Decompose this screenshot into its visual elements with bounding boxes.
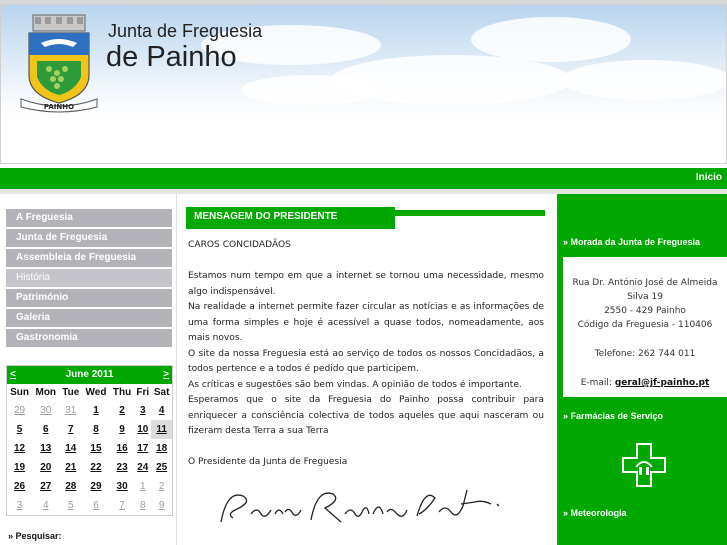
top-navbar [0,168,727,189]
calendar-day-link[interactable]: 15 [90,443,102,454]
crest-banner-text: PAINHO [43,103,75,111]
calendar-day-cell[interactable] [110,477,134,496]
site-title-line1: Junta de Freguesia [108,21,263,41]
calendar-day-link[interactable]: 7 [67,424,74,435]
calendar-day-link[interactable]: 7 [119,500,125,511]
calendar-day-cell[interactable] [7,439,32,458]
calendar-day-link[interactable]: 14 [65,443,77,454]
calendar-day-cell[interactable] [151,439,172,458]
calendar-day-cell[interactable] [7,477,32,496]
calendar-day-cell[interactable] [151,477,172,496]
calendar-day-link[interactable]: 30 [40,405,52,416]
calendar-day-cell[interactable] [134,477,151,496]
search-label: » Pesquisar: [8,531,62,541]
calendar-day-link[interactable]: 12 [13,443,26,454]
calendar-weekday-row [7,384,172,401]
site-title-line2: de Painho [106,41,237,73]
calendar-day-cell[interactable] [82,439,110,458]
calendar-weekday: Thu [112,387,132,398]
calendar-week-row [7,420,172,439]
calendar-day-cell[interactable] [7,458,32,477]
calendar-day-link[interactable]: 2 [119,405,125,416]
signature-text: Pedro Rodrigues Costa [328,531,398,538]
calendar-day-cell[interactable] [32,439,59,458]
calendar-weekday: Sat [153,387,170,398]
calendar-day-link[interactable]: 31 [65,405,77,416]
nav-home-link[interactable]: Inicio [695,172,722,183]
calendar-day-cell[interactable] [59,401,82,420]
calendar-day-cell[interactable] [32,458,59,477]
calendar-day-link[interactable]: 19 [13,462,26,473]
calendar-day-link[interactable]: 20 [40,462,52,473]
calendar-day-link[interactable]: 11 [156,424,167,435]
calendar-weekday: Tue [62,387,80,398]
calendar-day-link[interactable]: 3 [139,405,146,416]
calendar-header [7,366,172,384]
message-paragraph: Estamos num tempo em que a internet se tornou uma necessidade, mesmo algo indispensável. [188,271,544,297]
calendar-day-link[interactable]: 27 [40,481,52,492]
calendar-day-link[interactable]: 8 [139,500,146,511]
calendar-day-cell[interactable] [32,401,59,420]
email-link[interactable]: geral@jf-painho.pt [614,378,710,388]
sidebar-item-assembleia[interactable]: Assembleia de Freguesia [6,249,172,267]
calendar-day-cell[interactable] [82,420,110,439]
calendar-day-cell[interactable] [134,458,151,477]
signature-image [213,470,513,540]
calendar-day-link[interactable]: 2 [158,481,165,492]
calendar-day-link[interactable]: 10 [137,424,149,435]
message-heading: MENSAGEM DO PRESIDENTE [186,207,395,229]
calendar-month-label: June 2011 [65,369,114,380]
calendar-day-link[interactable]: 8 [93,424,99,435]
address-line: Código da Freguesia - 110406 [577,320,713,330]
calendar-day-link[interactable]: 25 [156,462,168,473]
calendar-day-link[interactable]: 30 [116,481,128,492]
calendar-day-cell[interactable] [110,439,134,458]
heading-rule [395,210,545,216]
calendar-weekday: Mon [35,387,57,398]
calendar-day-link[interactable]: 29 [90,481,102,492]
calendar-day-cell[interactable] [7,496,32,515]
calendar-day-cell[interactable] [59,439,82,458]
calendar-day-cell[interactable] [59,458,82,477]
calendar-day-link[interactable]: 23 [116,462,128,473]
message-paragraph: Esperamos que o site da Freguesia do Painho possa contribuir para enriquecer a consciência colectiva de todos aqueles que aqui nasceram ou fizeram desta Terra a sua Terra [188,395,544,436]
calendar-day-link[interactable]: 1 [139,481,146,492]
calendar-grid [7,384,172,515]
calendar-day-cell[interactable] [59,420,82,439]
calendar-weekday: Fri [136,387,150,398]
message-paragraph: As críticas e sugestões são bem vindas. A opinião de todos é importante. [188,379,522,390]
message-body [188,238,544,471]
message-paragraph: Na realidade a internet permite fazer circular as notícias e as informações de uma forma simples e hoje é acessível a quase todos, nomeadamente, aos mais novos. [188,302,544,343]
calendar-weekday: Wed [85,387,107,398]
sidebar-item-gastronomia[interactable]: Gastronomia [6,329,172,347]
calendar-day-link[interactable]: 13 [40,443,52,454]
calendar-day-link[interactable]: 28 [65,481,77,492]
calendar-day-cell[interactable] [110,458,134,477]
calendar-day-link[interactable]: 22 [90,462,102,473]
calendar-day-cell[interactable] [110,496,134,515]
municipal-crest-icon[interactable] [19,13,99,113]
pharmacy-cross-icon[interactable] [622,443,666,487]
address-line: Silva 19 [627,292,663,302]
weather-title[interactable]: » Meteorologia [563,508,627,518]
calendar-next-link[interactable]: > [163,369,169,380]
calendar-week-row [7,477,172,496]
calendar-day-link[interactable]: 6 [42,424,49,435]
calendar-day-cell[interactable] [32,420,59,439]
calendar-day-cell[interactable] [7,420,32,439]
site-header [0,4,727,164]
calendar-day-link[interactable]: 4 [158,405,165,416]
calendar-days [7,401,172,515]
address-line: 2550 - 429 Painho [604,306,686,316]
message-greeting: CAROS CONCIDADÃOS [188,240,291,250]
calendar-day-cell[interactable] [110,420,134,439]
calendar-week-row [7,401,172,420]
calendar-day-cell[interactable] [82,458,110,477]
calendar-day-cell[interactable] [110,401,134,420]
calendar-day-cell[interactable] [151,420,172,439]
calendar-day-cell[interactable] [59,496,82,515]
sidebar-item-a-freguesia[interactable]: A Freguesia [6,209,172,227]
message-paragraph: O site da nossa Freguesia está ao serviço de todos os nossos Concidadãos, a todos pertence e a todos é pedido que participem. [188,348,544,374]
calendar-week-row [7,439,172,458]
calendar-day-link[interactable]: 5 [67,500,74,511]
calendar-day-link[interactable]: 9 [158,500,165,511]
calendar-day-cell[interactable] [134,420,151,439]
calendar-prev-link[interactable]: < [10,369,16,380]
calendar-day-cell[interactable] [32,477,59,496]
phone-text: Telefone: 262 744 011 [594,349,696,359]
calendar-day-cell[interactable] [134,439,151,458]
calendar-day-cell[interactable] [134,401,151,420]
calendar-weekday: Sun [10,387,29,398]
email-row [563,378,727,388]
calendar-day-link[interactable]: 4 [42,500,49,511]
pharmacy-title[interactable]: » Farmácias de Serviço [563,411,664,421]
calendar-day-link[interactable]: 16 [116,443,128,454]
sidebar-item-junta-de-freguesia[interactable]: Junta de Freguesia [6,229,172,247]
sidebar-item-patrimonio[interactable]: Património [6,289,172,307]
calendar-week-row [7,458,172,477]
calendar-day-cell[interactable] [59,477,82,496]
calendar-day-link[interactable]: 18 [156,443,168,454]
sidebar-item-galeria[interactable]: Galeria [6,309,172,327]
calendar-day-cell[interactable] [134,496,151,515]
calendar-day-cell[interactable] [151,401,172,420]
sidebar-item-historia[interactable]: História [6,269,172,287]
calendar-day-link[interactable]: 9 [119,424,125,435]
calendar-day-link[interactable]: 21 [65,462,77,473]
calendar-day-cell[interactable] [151,496,172,515]
message-signoff: O Presidente da Junta de Freguesia [188,457,348,467]
calendar-day-link[interactable]: 3 [16,500,23,511]
email-label: E-mail: [580,378,612,388]
address-title[interactable]: » Morada da Junta de Freguesia [563,237,701,247]
calendar-day-link[interactable]: 17 [137,443,149,454]
calendar-day-link[interactable]: 26 [13,481,26,492]
sidebar-menu [6,209,172,349]
calendar-day-link[interactable]: 6 [93,500,99,511]
calendar-day-cell[interactable] [151,458,172,477]
calendar-day-link[interactable]: 24 [137,462,149,473]
calendar-day-link[interactable]: 5 [16,424,23,435]
calendar-day-cell[interactable] [82,496,110,515]
calendar-day-cell[interactable] [82,477,110,496]
calendar-day-cell[interactable] [82,401,110,420]
calendar-day-link[interactable]: 1 [93,405,99,416]
calendar-day-cell[interactable] [32,496,59,515]
calendar-widget [6,365,173,516]
address-line: Rua Dr. António José de Almeida [572,278,718,288]
column-divider [176,194,177,545]
calendar-day-link[interactable]: 29 [13,405,26,416]
calendar-week-row [7,496,172,515]
calendar-day-cell[interactable] [7,401,32,420]
